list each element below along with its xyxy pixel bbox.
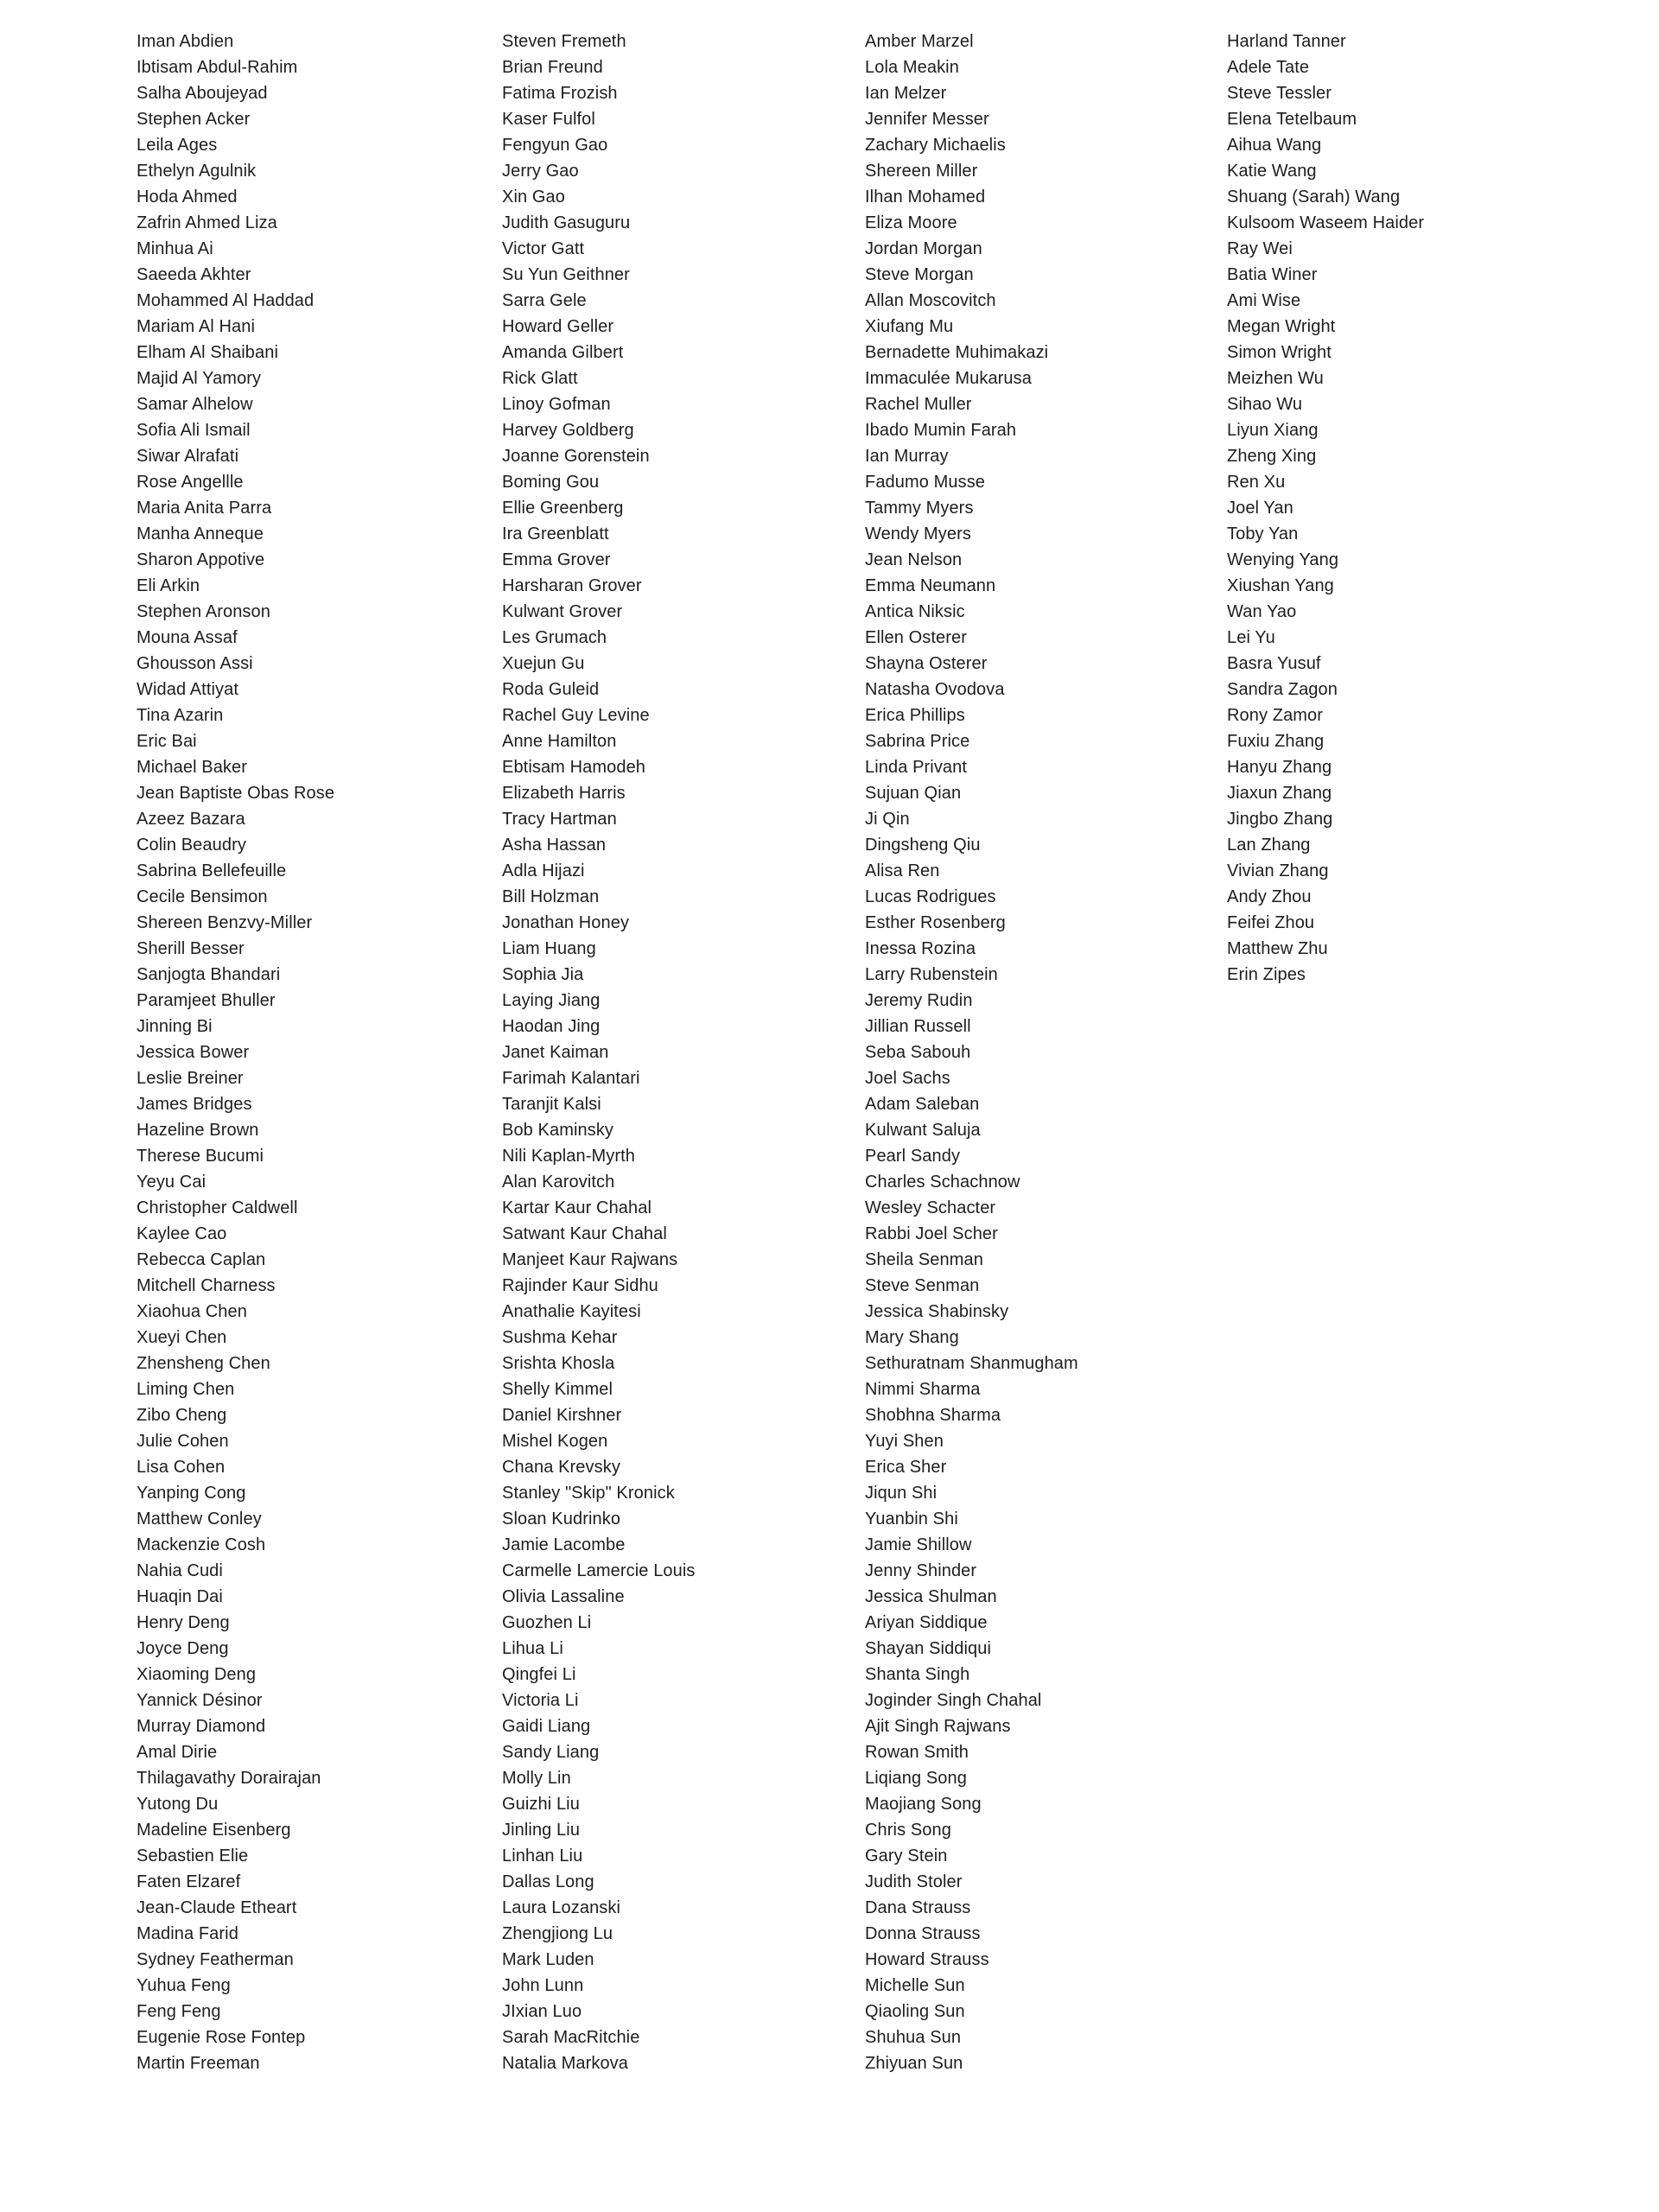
- person-name: Siwar Alrafati: [137, 447, 239, 466]
- person-name: Wesley Schacter: [865, 1198, 996, 1217]
- person-name: Shobhna Sharma: [865, 1406, 1001, 1425]
- person-name: Xiufang Mu: [865, 317, 954, 336]
- person-name: Azeez Bazara: [137, 810, 245, 829]
- person-name: Harsharan Grover: [502, 576, 642, 595]
- person-name: Sandra Zagon: [1227, 680, 1338, 699]
- person-name: Martin Freeman: [137, 2054, 260, 2073]
- person-name: Mouna Assaf: [137, 628, 238, 647]
- name-column-3: [865, 29, 1078, 2076]
- person-name: Murray Diamond: [137, 1717, 266, 1736]
- person-name: Boming Gou: [502, 473, 600, 492]
- person-name: Bob Kaminsky: [502, 1121, 614, 1140]
- person-name: Ethelyn Agulnik: [137, 162, 257, 181]
- person-name: Maria Anita Parra: [137, 499, 272, 518]
- person-name: Yanping Cong: [137, 1484, 246, 1503]
- person-name: Lucas Rodrigues: [865, 887, 996, 906]
- person-name: Jeremy Rudin: [865, 991, 973, 1010]
- person-name: Liqiang Song: [865, 1769, 967, 1788]
- person-name: Jinning Bi: [137, 1017, 213, 1036]
- person-name: Howard Strauss: [865, 1950, 989, 1969]
- person-name: Su Yun Geithner: [502, 265, 630, 284]
- person-name: Salha Aboujeyad: [137, 84, 268, 103]
- person-name: Sydney Featherman: [137, 1950, 294, 1969]
- person-name: Sethuratnam Shanmugham: [865, 1354, 1078, 1373]
- person-name: Les Grumach: [502, 628, 607, 647]
- person-name: Feifei Zhou: [1227, 913, 1315, 932]
- person-name: Julie Cohen: [137, 1432, 229, 1451]
- person-name: Megan Wright: [1227, 317, 1336, 336]
- person-name: Jessica Bower: [137, 1043, 250, 1062]
- person-name: Jamie Lacombe: [502, 1535, 626, 1554]
- person-name: Mitchell Charness: [137, 1276, 276, 1295]
- person-name: Charles Schachnow: [865, 1173, 1020, 1192]
- person-name: Linhan Liu: [502, 1847, 583, 1866]
- person-name: Amanda Gilbert: [502, 343, 624, 362]
- person-name: JIxian Luo: [502, 2002, 582, 2021]
- person-name: Paramjeet Bhuller: [137, 991, 276, 1010]
- person-name: Esther Rosenberg: [865, 913, 1006, 932]
- person-name: Carmelle Lamercie Louis: [502, 1561, 696, 1580]
- person-name: Colin Beaudry: [137, 836, 246, 855]
- person-name: Erica Phillips: [865, 706, 965, 725]
- person-name: Shereen Miller: [865, 162, 978, 181]
- person-name: Wan Yao: [1227, 602, 1297, 621]
- person-name: Kulwant Grover: [502, 602, 623, 621]
- person-name: Zheng Xing: [1227, 447, 1317, 466]
- person-name: Feng Feng: [137, 2002, 221, 2021]
- person-name: Judith Stoler: [865, 1872, 963, 1891]
- person-name: Joel Yan: [1227, 499, 1294, 518]
- person-name: Howard Geller: [502, 317, 614, 336]
- person-name: Rick Glatt: [502, 369, 578, 388]
- person-name: Nimmi Sharma: [865, 1380, 981, 1399]
- person-name: Lisa Cohen: [137, 1458, 226, 1477]
- person-name: Mishel Kogen: [502, 1432, 608, 1451]
- person-name: Erica Sher: [865, 1458, 947, 1477]
- person-name: Yeyu Cai: [137, 1173, 207, 1192]
- person-name: Leslie Breiner: [137, 1069, 244, 1088]
- person-name: Ariyan Siddique: [865, 1613, 988, 1632]
- person-name: Alan Karovitch: [502, 1173, 615, 1192]
- person-name: Emma Grover: [502, 550, 611, 569]
- person-name: Haodan Jing: [502, 1017, 601, 1036]
- person-name: Basra Yusuf: [1227, 654, 1321, 673]
- person-name: Liming Chen: [137, 1380, 235, 1399]
- person-name: Ren Xu: [1227, 473, 1286, 492]
- person-name: Therese Bucumi: [137, 1147, 264, 1166]
- person-name: Immaculée Mukarusa: [865, 369, 1032, 388]
- person-name: Rajinder Kaur Sidhu: [502, 1276, 658, 1295]
- person-name: Janet Kaiman: [502, 1043, 609, 1062]
- person-name: Xiushan Yang: [1227, 576, 1334, 595]
- person-name: Antica Niksic: [865, 602, 965, 621]
- person-name: Xin Gao: [502, 188, 565, 207]
- person-name: Jamie Shillow: [865, 1535, 972, 1554]
- person-name: Mark Luden: [502, 1950, 594, 1969]
- person-name: Gary Stein: [865, 1847, 948, 1866]
- person-name: Tina Azarin: [137, 706, 224, 725]
- person-name: Liyun Xiang: [1227, 421, 1319, 440]
- person-name: Zachary Michaelis: [865, 136, 1006, 155]
- person-name: Thilagavathy Dorairajan: [137, 1769, 321, 1788]
- person-name: Sabrina Price: [865, 732, 970, 751]
- person-name: Eliza Moore: [865, 213, 957, 232]
- person-name: Rebecca Caplan: [137, 1250, 266, 1269]
- person-name: Ibado Mumin Farah: [865, 421, 1017, 440]
- person-name: Shelly Kimmel: [502, 1380, 613, 1399]
- person-name: Jean Baptiste Obas Rose: [137, 784, 335, 803]
- person-name: Joyce Deng: [137, 1639, 229, 1658]
- person-name: Chana Krevsky: [502, 1458, 620, 1477]
- person-name: Majid Al Yamory: [137, 369, 262, 388]
- person-name: Sebastien Elie: [137, 1847, 249, 1866]
- person-name: Donna Strauss: [865, 1924, 981, 1943]
- person-name: Kaylee Cao: [137, 1224, 227, 1243]
- person-name: Christopher Caldwell: [137, 1198, 298, 1217]
- person-name: Qiaoling Sun: [865, 2002, 965, 2021]
- person-name: Shayan Siddiqui: [865, 1639, 992, 1658]
- person-name: Olivia Lassaline: [502, 1587, 625, 1606]
- person-name: Farimah Kalantari: [502, 1069, 640, 1088]
- person-name: Linda Privant: [865, 758, 968, 777]
- person-name: Henry Deng: [137, 1613, 230, 1632]
- person-name: Zhengjiong Lu: [502, 1924, 613, 1943]
- person-name: Joginder Singh Chahal: [865, 1691, 1042, 1710]
- person-name: Sandy Liang: [502, 1743, 600, 1762]
- person-name: Ian Melzer: [865, 84, 947, 103]
- person-name: Rowan Smith: [865, 1743, 969, 1762]
- person-name: Xueyi Chen: [137, 1328, 227, 1347]
- person-name: Sabrina Bellefeuille: [137, 861, 287, 880]
- person-name: James Bridges: [137, 1095, 252, 1114]
- person-name: John Lunn: [502, 1976, 584, 1995]
- person-name: Sharon Appotive: [137, 550, 265, 569]
- person-name: Rony Zamor: [1227, 706, 1324, 725]
- person-name: Manha Anneque: [137, 524, 264, 543]
- person-name: Adam Saleban: [865, 1095, 980, 1114]
- person-name: Satwant Kaur Chahal: [502, 1224, 667, 1243]
- person-name: Erin Zipes: [1227, 965, 1306, 984]
- person-name: Victor Gatt: [502, 239, 585, 258]
- person-name: Aihua Wang: [1227, 136, 1322, 155]
- person-name: Shereen Benzvy-Miller: [137, 913, 313, 932]
- person-name: Eric Bai: [137, 732, 197, 751]
- person-name: Lola Meakin: [865, 58, 959, 77]
- person-name: Eugenie Rose Fontep: [137, 2028, 306, 2047]
- person-name: Roda Guleid: [502, 680, 600, 699]
- person-name: Matthew Conley: [137, 1510, 262, 1529]
- person-name: Taranjit Kalsi: [502, 1095, 601, 1114]
- person-name: Dana Strauss: [865, 1898, 971, 1917]
- person-name: Srishta Khosla: [502, 1354, 615, 1373]
- person-name: Jiqun Shi: [865, 1484, 938, 1503]
- person-name: Sanjogta Bhandari: [137, 965, 281, 984]
- person-name: Katie Wang: [1227, 162, 1317, 181]
- person-name: Emma Neumann: [865, 576, 996, 595]
- person-name: Huaqin Dai: [137, 1587, 223, 1606]
- person-name: Alisa Ren: [865, 861, 940, 880]
- person-name: Nili Kaplan-Myrth: [502, 1147, 635, 1166]
- person-name: Jennifer Messer: [865, 110, 989, 129]
- person-name: Pearl Sandy: [865, 1147, 961, 1166]
- person-name: Mariam Al Hani: [137, 317, 255, 336]
- person-name: Natalia Markova: [502, 2054, 629, 2073]
- person-name: Brian Freund: [502, 58, 603, 77]
- person-name: Harland Tanner: [1227, 32, 1346, 51]
- person-name: Xiaoming Deng: [137, 1665, 257, 1684]
- person-name: Ji Qin: [865, 810, 910, 829]
- person-name: Hoda Ahmed: [137, 188, 238, 207]
- person-name: Sarah MacRitchie: [502, 2028, 640, 2047]
- person-name: Iman Abdien: [137, 32, 234, 51]
- person-name: Elizabeth Harris: [502, 784, 626, 803]
- person-name: Ian Murray: [865, 447, 949, 466]
- person-name: Rachel Guy Levine: [502, 706, 650, 725]
- person-name: Lan Zhang: [1227, 836, 1311, 855]
- person-name: Ebtisam Hamodeh: [502, 758, 646, 777]
- person-name: Elena Tetelbaum: [1227, 110, 1357, 129]
- person-name: Ilhan Mohamed: [865, 188, 986, 207]
- person-name: Ray Wei: [1227, 239, 1293, 258]
- person-name: Yuhua Feng: [137, 1976, 231, 1995]
- person-name: Tracy Hartman: [502, 810, 617, 829]
- person-name: Steve Senman: [865, 1276, 980, 1295]
- person-name: Jessica Shulman: [865, 1587, 997, 1606]
- person-name: Daniel Kirshner: [502, 1406, 622, 1425]
- person-name: Simon Wright: [1227, 343, 1332, 362]
- person-name: Madeline Eisenberg: [137, 1821, 291, 1840]
- person-name: Inessa Rozina: [865, 939, 976, 958]
- person-name: Rose Angellle: [137, 473, 244, 492]
- person-name: Guizhi Liu: [502, 1795, 580, 1814]
- person-name: Rabbi Joel Scher: [865, 1224, 998, 1243]
- person-name: Ellie Greenberg: [502, 499, 624, 518]
- person-name: Yannick Désinor: [137, 1691, 263, 1710]
- person-name: Amber Marzel: [865, 32, 974, 51]
- person-name: Vivian Zhang: [1227, 861, 1329, 880]
- person-name: Joel Sachs: [865, 1069, 950, 1088]
- person-name: Yuyi Shen: [865, 1432, 944, 1451]
- person-name: Molly Lin: [502, 1769, 571, 1788]
- person-name: Faten Elzaref: [137, 1872, 241, 1891]
- person-name: Elham Al Shaibani: [137, 343, 279, 362]
- person-name: Sihao Wu: [1227, 395, 1303, 414]
- person-name: Sarra Gele: [502, 291, 587, 310]
- person-name: Shayna Osterer: [865, 654, 988, 673]
- person-name: Asha Hassan: [502, 836, 607, 855]
- person-name: Fuxiu Zhang: [1227, 732, 1325, 751]
- person-name: Ghousson Assi: [137, 654, 253, 673]
- person-name: Natasha Ovodova: [865, 680, 1005, 699]
- person-name: Michael Baker: [137, 758, 248, 777]
- person-name: Guozhen Li: [502, 1613, 592, 1632]
- person-name: Hanyu Zhang: [1227, 758, 1332, 777]
- person-name: Jean Nelson: [865, 550, 963, 569]
- person-name: Jillian Russell: [865, 1017, 971, 1036]
- person-name: Ajit Singh Rajwans: [865, 1717, 1011, 1736]
- person-name: Michelle Sun: [865, 1976, 965, 1995]
- person-name: Wendy Myers: [865, 524, 971, 543]
- person-name: Larry Rubenstein: [865, 965, 998, 984]
- person-name: Kulwant Saluja: [865, 1121, 981, 1140]
- person-name: Jonathan Honey: [502, 913, 630, 932]
- person-name: Zhensheng Chen: [137, 1354, 270, 1373]
- person-name: Stephen Acker: [137, 110, 251, 129]
- person-name: Xuejun Gu: [502, 654, 585, 673]
- person-name: Lei Yu: [1227, 628, 1275, 647]
- person-name: Toby Yan: [1227, 524, 1299, 543]
- person-name: Victoria Li: [502, 1691, 579, 1710]
- person-name: Hazeline Brown: [137, 1121, 259, 1140]
- person-name: Ami Wise: [1227, 291, 1301, 310]
- person-name: Kartar Kaur Chahal: [502, 1198, 652, 1217]
- person-name: Mohammed Al Haddad: [137, 291, 315, 310]
- person-name: Maojiang Song: [865, 1795, 982, 1814]
- person-name: Jenny Shinder: [865, 1561, 977, 1580]
- person-name: Yutong Du: [137, 1795, 219, 1814]
- person-name: Allan Moscovitch: [865, 291, 996, 310]
- person-name: Jerry Gao: [502, 162, 579, 181]
- person-name: Ibtisam Abdul-Rahim: [137, 58, 298, 77]
- person-name: Bernadette Muhimakazi: [865, 343, 1049, 362]
- person-name: Harvey Goldberg: [502, 421, 634, 440]
- person-name: Jean-Claude Etheart: [137, 1898, 297, 1917]
- person-name: Leila Ages: [137, 136, 218, 155]
- person-name: Manjeet Kaur Rajwans: [502, 1250, 678, 1269]
- person-name: Sushma Kehar: [502, 1328, 618, 1347]
- person-name: Tammy Myers: [865, 499, 974, 518]
- person-name: Chris Song: [865, 1821, 951, 1840]
- person-name: Laura Lozanski: [502, 1898, 621, 1917]
- person-name: Matthew Zhu: [1227, 939, 1328, 958]
- person-name: Amal Dirie: [137, 1743, 218, 1762]
- person-name: Jiaxun Zhang: [1227, 784, 1332, 803]
- person-name: Andy Zhou: [1227, 887, 1312, 906]
- person-name: Adla Hijazi: [502, 861, 585, 880]
- person-name: Wenying Yang: [1227, 550, 1339, 569]
- person-name: Kaser Fulfol: [502, 110, 595, 129]
- name-column-1: [137, 29, 334, 2076]
- person-name: Jessica Shabinsky: [865, 1302, 1009, 1321]
- name-column-2: [502, 29, 696, 2076]
- person-name: Shanta Singh: [865, 1665, 970, 1684]
- person-name: Eli Arkin: [137, 576, 200, 595]
- person-name: Xiaohua Chen: [137, 1302, 247, 1321]
- person-name: Shuang (Sarah) Wang: [1227, 188, 1401, 207]
- person-name: Stephen Aronson: [137, 602, 270, 621]
- person-name: Jordan Morgan: [865, 239, 982, 258]
- person-name: Nahia Cudi: [137, 1561, 223, 1580]
- person-name: Madina Farid: [137, 1924, 238, 1943]
- person-name: Steven Fremeth: [502, 32, 626, 51]
- person-name: Shuhua Sun: [865, 2028, 962, 2047]
- person-name: Widad Attiyat: [137, 680, 239, 699]
- person-name: Laying Jiang: [502, 991, 601, 1010]
- person-name: Samar Alhelow: [137, 395, 253, 414]
- person-name: Ira Greenblatt: [502, 524, 609, 543]
- person-name: Seba Sabouh: [865, 1043, 971, 1062]
- person-name: Anathalie Kayitesi: [502, 1302, 641, 1321]
- person-name: Zafrin Ahmed Liza: [137, 213, 277, 232]
- person-name: Liam Huang: [502, 939, 596, 958]
- name-column-4: [1227, 29, 1424, 988]
- person-name: Rachel Muller: [865, 395, 972, 414]
- person-name: Gaidi Liang: [502, 1717, 591, 1736]
- person-name: Batia Winer: [1227, 265, 1318, 284]
- person-name: Fengyun Gao: [502, 136, 608, 155]
- person-name: Yuanbin Shi: [865, 1510, 958, 1529]
- person-name: Dingsheng Qiu: [865, 836, 981, 855]
- person-name: Sheila Senman: [865, 1250, 983, 1269]
- person-name: Minhua Ai: [137, 239, 213, 258]
- person-name: Linoy Gofman: [502, 395, 611, 414]
- person-name: Saeeda Akhter: [137, 265, 251, 284]
- person-name: Bill Holzman: [502, 887, 600, 906]
- person-name: Lihua Li: [502, 1639, 563, 1658]
- person-name: Mary Shang: [865, 1328, 959, 1347]
- person-name: Ellen Osterer: [865, 628, 968, 647]
- person-name: Dallas Long: [502, 1872, 594, 1891]
- person-name: Cecile Bensimon: [137, 887, 268, 906]
- person-name: Qingfei Li: [502, 1665, 576, 1684]
- person-name: Jinling Liu: [502, 1821, 581, 1840]
- person-name: Sujuan Qian: [865, 784, 962, 803]
- person-name: Fadumo Musse: [865, 473, 986, 492]
- person-name: Adele Tate: [1227, 58, 1310, 77]
- person-name: Sofia Ali Ismail: [137, 421, 251, 440]
- person-name: Kulsoom Waseem Haider: [1227, 213, 1425, 232]
- person-name: Joanne Gorenstein: [502, 447, 650, 466]
- person-name: Jingbo Zhang: [1227, 810, 1333, 829]
- person-name: Steve Tessler: [1227, 84, 1332, 103]
- person-name: Sophia Jia: [502, 965, 584, 984]
- person-name: Fatima Frozish: [502, 84, 618, 103]
- person-name: Zhiyuan Sun: [865, 2054, 963, 2073]
- person-name: Sherill Besser: [137, 939, 245, 958]
- person-name: Stanley "Skip" Kronick: [502, 1484, 675, 1503]
- person-name: Judith Gasuguru: [502, 213, 631, 232]
- person-name: Anne Hamilton: [502, 732, 617, 751]
- person-name: Mackenzie Cosh: [137, 1535, 266, 1554]
- person-name: Meizhen Wu: [1227, 369, 1324, 388]
- person-name: Zibo Cheng: [137, 1406, 227, 1425]
- person-name: Sloan Kudrinko: [502, 1510, 621, 1529]
- person-name: Steve Morgan: [865, 265, 974, 284]
